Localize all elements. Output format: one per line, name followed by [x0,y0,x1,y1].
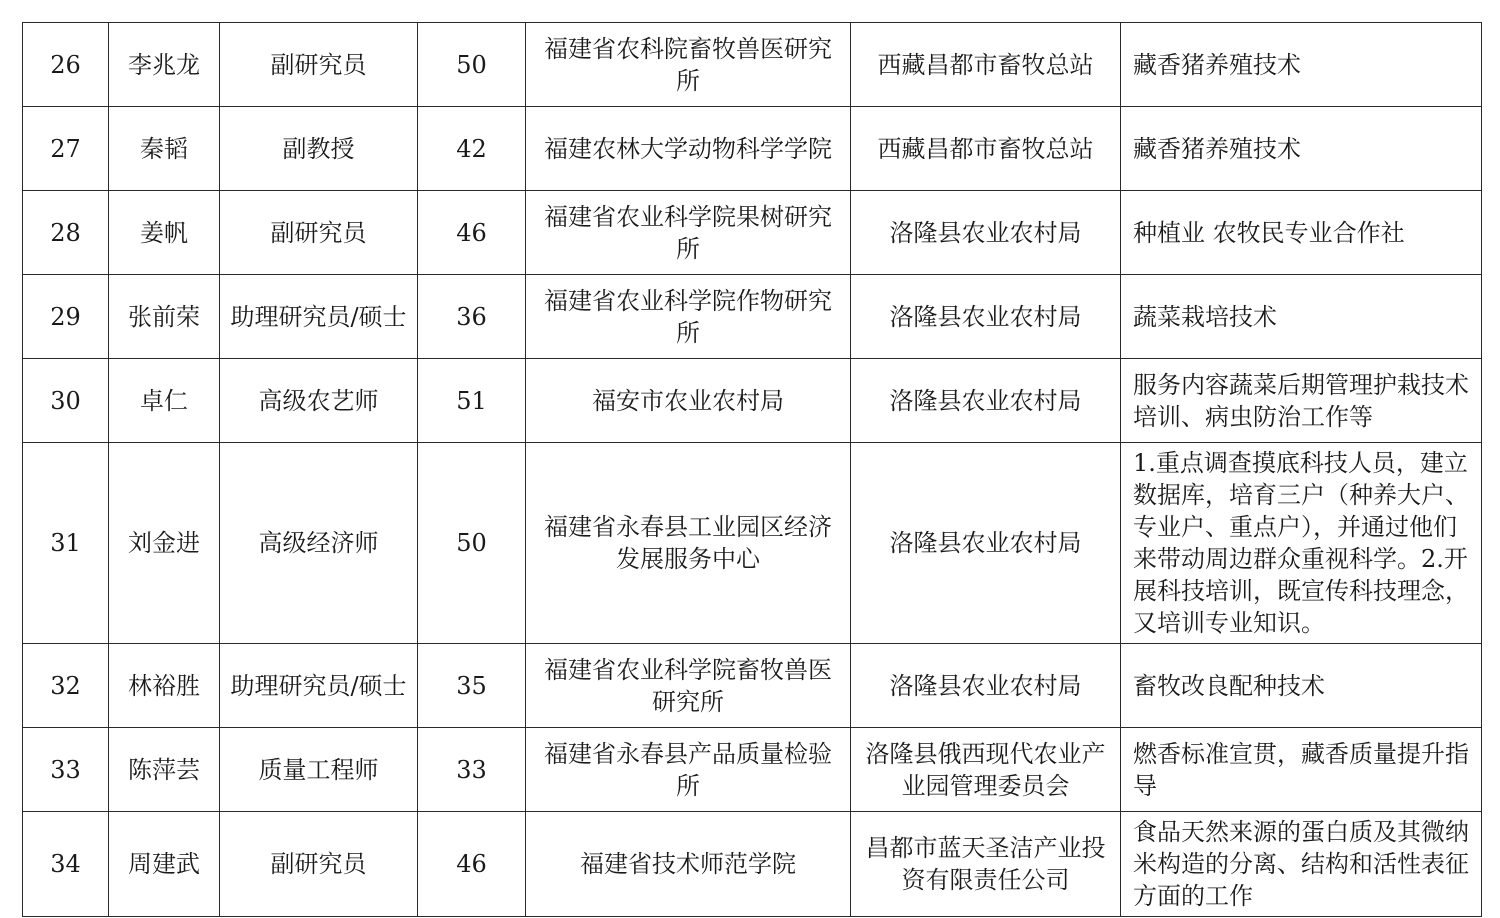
expert-title: 副研究员 [220,23,418,107]
expert-name: 陈萍芸 [109,728,220,812]
service-content: 畜牧改良配种技术 [1121,644,1482,728]
service-content: 1.重点调查摸底科技人员，建立数据库，培育三户（种养大户、专业户、重点户），并通过他们来带动周边群众重视科学。2.开展科技培训，既宣传科技理念，又培训专业知识。 [1121,443,1482,644]
dispatch-unit: 福安市农业农村局 [526,359,851,443]
expert-age: 50 [418,443,526,644]
table-row [23,107,1482,191]
service-content: 藏香猪养殖技术 [1121,23,1482,107]
host-unit: 洛隆县农业农村局 [851,443,1121,644]
table-row [23,359,1482,443]
table-row [23,275,1482,359]
expert-name: 林裕胜 [109,644,220,728]
expert-title: 助理研究员/硕士 [220,275,418,359]
table-row [23,644,1482,728]
expert-title: 助理研究员/硕士 [220,644,418,728]
dispatch-unit: 福建省农业科学院作物研究所 [526,275,851,359]
expert-title: 高级经济师 [220,443,418,644]
service-content: 藏香猪养殖技术 [1121,107,1482,191]
row-number: 28 [23,191,109,275]
dispatch-unit: 福建省农科院畜牧兽医研究所 [526,23,851,107]
dispatch-unit: 福建省农业科学院果树研究所 [526,191,851,275]
expert-table [22,22,1482,917]
dispatch-unit: 福建农林大学动物科学学院 [526,107,851,191]
host-unit: 西藏昌都市畜牧总站 [851,107,1121,191]
dispatch-unit: 福建省永春县产品质量检验所 [526,728,851,812]
row-number: 26 [23,23,109,107]
expert-name: 刘金进 [109,443,220,644]
host-unit: 洛隆县农业农村局 [851,359,1121,443]
expert-name: 周建武 [109,812,220,917]
host-unit: 西藏昌都市畜牧总站 [851,23,1121,107]
expert-title: 副研究员 [220,812,418,917]
service-content: 蔬菜栽培技术 [1121,275,1482,359]
row-number: 34 [23,812,109,917]
expert-age: 33 [418,728,526,812]
host-unit: 洛隆县农业农村局 [851,275,1121,359]
expert-age: 46 [418,191,526,275]
expert-name: 姜帆 [109,191,220,275]
expert-title: 副教授 [220,107,418,191]
service-content: 燃香标准宣贯，藏香质量提升指导 [1121,728,1482,812]
dispatch-unit: 福建省永春县工业园区经济发展服务中心 [526,443,851,644]
expert-name: 卓仁 [109,359,220,443]
table-row [23,191,1482,275]
table-row [23,728,1482,812]
table-row [23,443,1482,644]
expert-age: 36 [418,275,526,359]
dispatch-unit: 福建省技术师范学院 [526,812,851,917]
expert-name: 李兆龙 [109,23,220,107]
row-number: 29 [23,275,109,359]
expert-title: 质量工程师 [220,728,418,812]
expert-title: 高级农艺师 [220,359,418,443]
row-number: 30 [23,359,109,443]
service-content: 种植业 农牧民专业合作社 [1121,191,1482,275]
table-row [23,812,1482,917]
row-number: 31 [23,443,109,644]
service-content: 服务内容蔬菜后期管理护栽技术培训、病虫防治工作等 [1121,359,1482,443]
expert-age: 50 [418,23,526,107]
expert-age: 51 [418,359,526,443]
row-number: 33 [23,728,109,812]
row-number: 32 [23,644,109,728]
row-number: 27 [23,107,109,191]
expert-name: 张前荣 [109,275,220,359]
service-content: 食品天然来源的蛋白质及其微纳米构造的分离、结构和活性表征方面的工作 [1121,812,1482,917]
expert-age: 42 [418,107,526,191]
expert-title: 副研究员 [220,191,418,275]
host-unit: 洛隆县农业农村局 [851,191,1121,275]
expert-age: 46 [418,812,526,917]
host-unit: 洛隆县农业农村局 [851,644,1121,728]
expert-name: 秦韬 [109,107,220,191]
host-unit: 洛隆县俄西现代农业产业园管理委员会 [851,728,1121,812]
table-row [23,23,1482,107]
expert-age: 35 [418,644,526,728]
host-unit: 昌都市蓝天圣洁产业投资有限责任公司 [851,812,1121,917]
dispatch-unit: 福建省农业科学院畜牧兽医研究所 [526,644,851,728]
expert-table-page [22,22,1481,917]
